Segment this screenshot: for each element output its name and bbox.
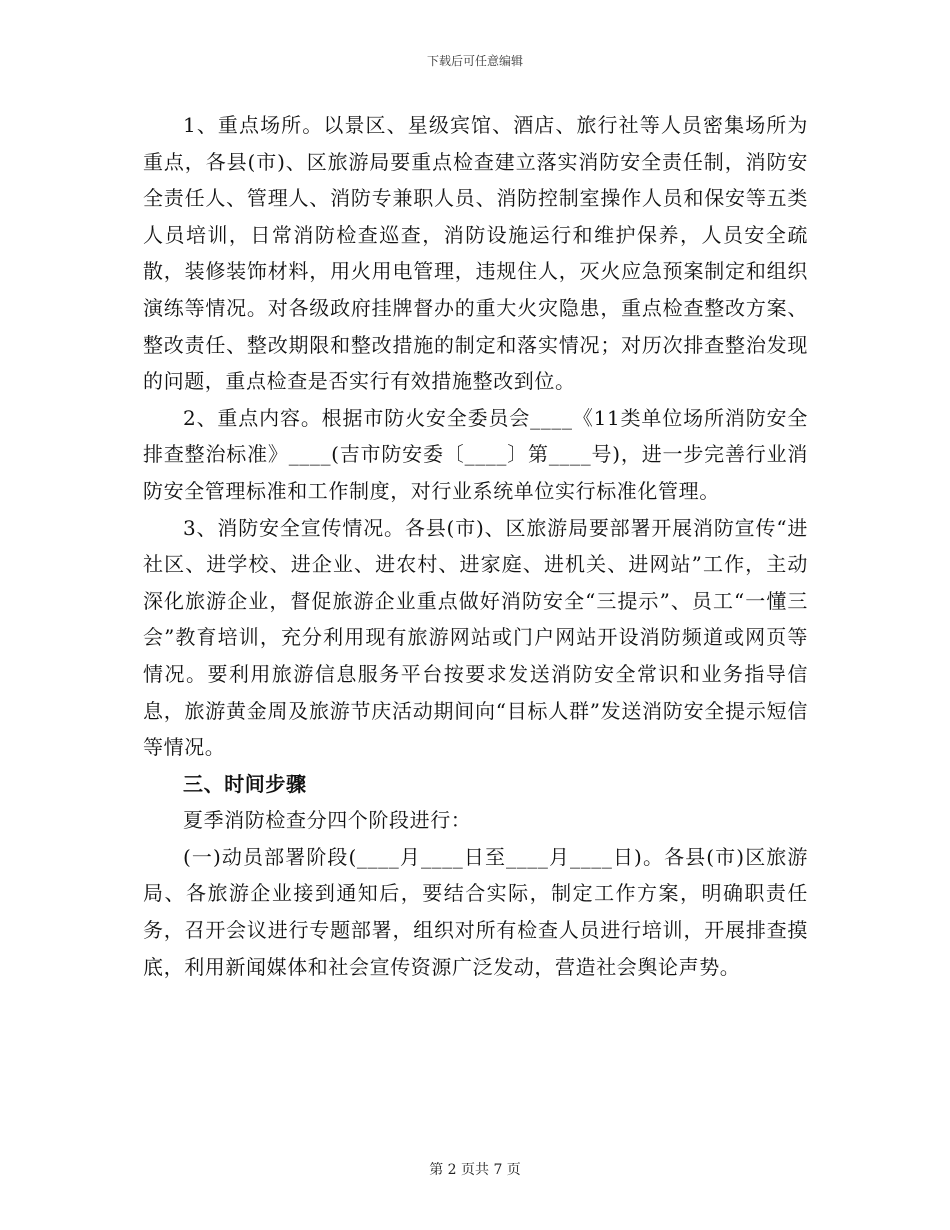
page-header: 下载后可任意编辑: [426, 54, 523, 68]
section-heading-time-steps: 三、时间步骤: [183, 771, 307, 796]
document-body: [143, 107, 808, 985]
paragraph-key-content: 2、重点内容。根据市防火安全委员会____《11类单位场所消防安全排查整治标准》____(吉市防安委〔____〕第____号)，进一步完善行业消防安全管理标准和工作制度，对行业系统单位实行标准化管理。: [143, 405, 808, 503]
paragraph-four-stages: 夏季消防检查分四个阶段进行：: [183, 808, 472, 833]
paragraph-mobilization-stage: (一)动员部署阶段(____月____日至____月____日)。各县(市)区旅游局、各旅游企业接到通知后，要结合实际，制定工作方案，明确职责任务，召开会议进行专题部署，组织对所有检查人员进行培训，开展排查摸底，利用新闻媒体和社会宣传资源广泛发动，营造社会舆论声势。: [143, 844, 808, 979]
paragraph-key-venues: 1、重点场所。以景区、星级宾馆、酒店、旅行社等人员密集场所为重点，各县(市)、区旅游局要重点检查建立落实消防安全责任制，消防安全责任人、管理人、消防专兼职人员、消防控制室操作人员和保安等五类人员培训，日常消防检查巡查，消防设施运行和维护保养，人员安全疏散，装修装饰材料，用火用电管理，违规住人，灭火应急预案制定和组织演练等情况。对各级政府挂牌督办的重大火灾隐患，重点检查整改方案、整改责任、整改期限和整改措施的制定和落实情况；对历次排查整治发现的问题，重点检查是否实行有效措施整改到位。: [143, 113, 808, 394]
paragraph-fire-publicity: 3、消防安全宣传情况。各县(市)、区旅游局要部署开展消防宣传“进社区、进学校、进企业、进农村、进家庭、进机关、进网站”工作，主动深化旅游企业，督促旅游企业重点做好消防安全“三提示”、员工“一懂三会”教育培训，充分利用现有旅游网站或门户网站开设消防频道或网页等情况。要利用旅游信息服务平台按要求发送消防安全常识和业务指导信息，旅游黄金周及旅游节庆活动期间向“目标人群”发送消防安全提示短信等情况。: [143, 515, 808, 760]
page-footer: 第 2 页共 7 页: [429, 1162, 521, 1178]
